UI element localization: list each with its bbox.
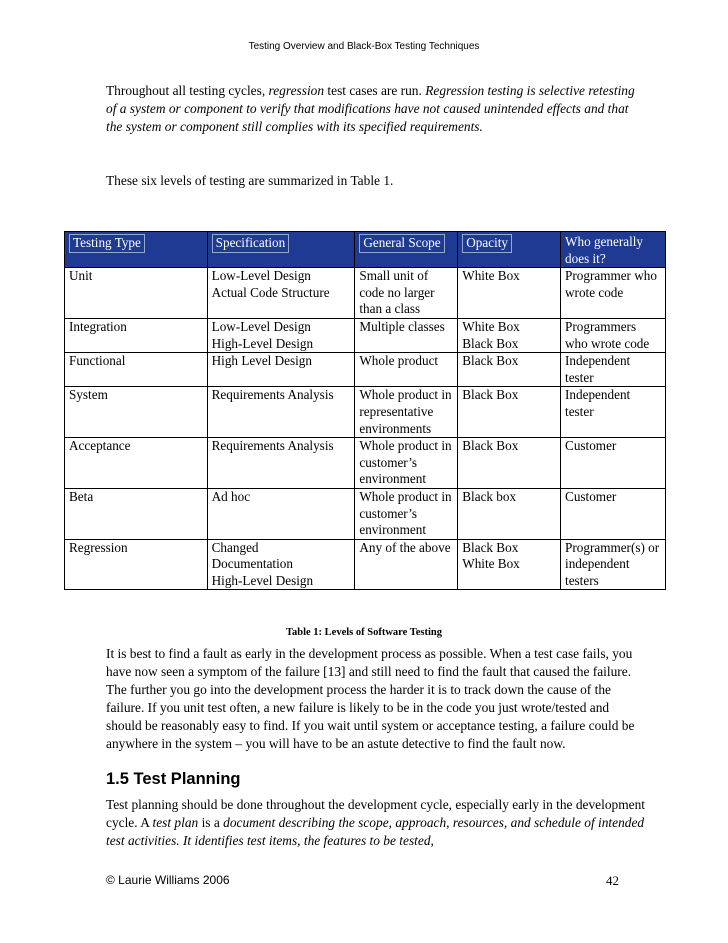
table-row xyxy=(65,387,666,438)
cell-scope: Any of the above xyxy=(355,539,458,590)
test-planning-paragraph xyxy=(106,796,646,850)
cell-who: Customer xyxy=(561,438,666,489)
cell-scope: Whole product in customer’s environment xyxy=(355,438,458,489)
cell-type: Functional xyxy=(65,353,208,387)
fault-paragraph: It is best to find a fault as early in the development process as possible. When a test case fails, you have now seen a symptom of the failure [13] and still need to find the fault that caused the failure. The further you go into the development process the harder it is to track down the cause of the failure. If you unit test often, a new failure is likely to be in the code you just wrote/tested and should be reasonably easy to find. If you wait until system or acceptance testing, a failure could be anywhere in the system – you will have to be an astute detective to find the fault now. xyxy=(106,646,635,751)
levels-table xyxy=(64,231,666,590)
running-header: Testing Overview and Black-Box Testing Techniques xyxy=(248,41,480,52)
cell-who: Independent tester xyxy=(561,353,666,387)
table-row xyxy=(65,438,666,489)
planning-lead-text: Test planning should be done throughout the development cycle, especially early in the development cycle. A xyxy=(106,797,645,830)
cell-scope: Whole product xyxy=(355,353,458,387)
intro-paragraph xyxy=(106,82,646,136)
cell-opacity: White Box xyxy=(458,268,561,319)
cell-scope: Multiple classes xyxy=(355,318,458,352)
cell-type: Unit xyxy=(65,268,208,319)
header-who: Who generally does it? xyxy=(561,232,666,268)
cell-who: Customer xyxy=(561,488,666,539)
table-row xyxy=(65,539,666,590)
cell-opacity: Black Box xyxy=(458,438,561,489)
cell-spec: Low-Level Design High-Level Design xyxy=(207,318,355,352)
cell-spec: Ad hoc xyxy=(207,488,355,539)
header-general-scope: General Scope xyxy=(355,232,458,268)
cell-type: Integration xyxy=(65,318,208,352)
cell-spec: Requirements Analysis xyxy=(207,387,355,438)
cell-who: Programmer(s) or independent testers xyxy=(561,539,666,590)
cell-spec: Low-Level Design Actual Code Structure xyxy=(207,268,355,319)
cell-opacity: Black Box xyxy=(458,387,561,438)
cell-who: Independent tester xyxy=(561,387,666,438)
cell-scope: Small unit of code no larger than a class xyxy=(355,268,458,319)
test-plan-definition: document describing the scope, approach, resources, and schedule of intended test activities. It identifies test items, the features to be tested, xyxy=(106,815,645,848)
test-plan-term: test plan xyxy=(152,815,199,830)
header-opacity: Opacity xyxy=(458,232,561,268)
table-row xyxy=(65,318,666,352)
intro-lead-text: Throughout all testing cycles, xyxy=(106,83,269,98)
cell-opacity: Black Box White Box xyxy=(458,539,561,590)
section-heading: 1.5 Test Planning xyxy=(106,770,241,788)
regression-definition: Regression testing is selective retesting of a system or component to verify that modifications have not caused unintended effects and that the system or component still complies with its specified requirements. xyxy=(106,83,635,134)
cell-who: Programmers who wrote code xyxy=(561,318,666,352)
footer-copyright: © Laurie Williams 2006 xyxy=(106,873,230,887)
intro-mid-text: test cases are run. xyxy=(324,83,426,98)
cell-scope: Whole product in customer’s environment xyxy=(355,488,458,539)
cell-spec: High Level Design xyxy=(207,353,355,387)
header-specification: Specification xyxy=(207,232,355,268)
intro-term: regression xyxy=(268,83,325,98)
cell-type: Acceptance xyxy=(65,438,208,489)
table-row xyxy=(65,268,666,319)
cell-spec: Changed Documentation High-Level Design xyxy=(207,539,355,590)
summary-sentence: These six levels of testing are summarized in Table 1. xyxy=(106,173,394,188)
table-header-row xyxy=(65,232,666,268)
table-row xyxy=(65,353,666,387)
page-number: 42 xyxy=(606,873,619,888)
header-testing-type: Testing Type xyxy=(65,232,208,268)
cell-opacity: Black Box xyxy=(458,353,561,387)
cell-scope: Whole product in representative environments xyxy=(355,387,458,438)
cell-opacity: White Box Black Box xyxy=(458,318,561,352)
planning-mid-text: is a xyxy=(198,815,224,830)
cell-type: Regression xyxy=(65,539,208,590)
table-row xyxy=(65,488,666,539)
cell-type: System xyxy=(65,387,208,438)
table-caption: Table 1: Levels of Software Testing xyxy=(285,627,443,638)
cell-who: Programmer who wrote code xyxy=(561,268,666,319)
cell-opacity: Black box xyxy=(458,488,561,539)
cell-type: Beta xyxy=(65,488,208,539)
cell-spec: Requirements Analysis xyxy=(207,438,355,489)
